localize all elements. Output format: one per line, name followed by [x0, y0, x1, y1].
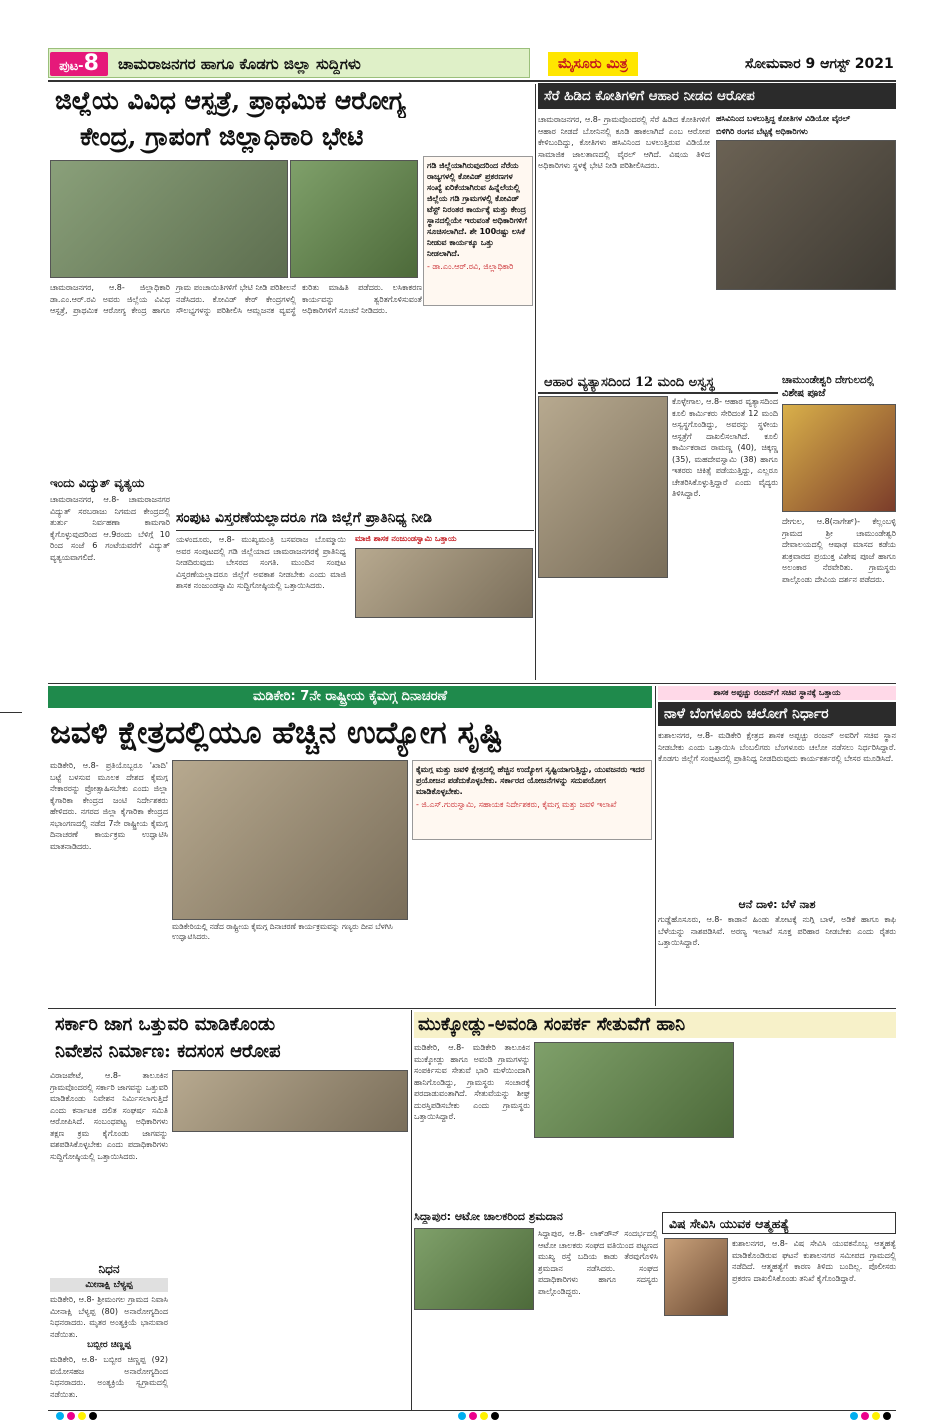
column-rule-3 [411, 1010, 412, 1410]
column-rule-1 [535, 84, 536, 680]
cyan-dot [458, 1412, 466, 1420]
black-dot [491, 1412, 499, 1420]
sick-headline: ಆಹಾರ ವ್ಯತ್ಯಾಸದಿಂದ 12 ಮಂದಿ ಅಸ್ವಸ್ಥ [538, 372, 778, 394]
magenta-dot [469, 1412, 477, 1420]
auto-body: ಸಿದ್ದಾಪುರ, ಆ.8- ಲಾಕ್‌ಡೌನ್ ಸಂದರ್ಭದಲ್ಲಿ ಆಟೋ ಚಾಲಕರು ಸಂಘದ ವತಿಯಿಂದ ಪಟ್ಟಣದ ಮುಖ್ಯ ರಸ್ತೆ ಬದಿಯ ಕಾಡು ತೆರವುಗೊಳಿಸಿ ಶ್ರಮದಾನ ನಡೆಸಿದರು. ಸಂಘದ ಪದಾಧಿಕಾರಿಗಳು ಹಾಗೂ ಸದಸ್ಯರು ಪಾಲ್ಗೊಂಡಿದ್ದರು. [538, 1229, 658, 1296]
handloom-quote-author: - ಜಿ.ಎಸ್.ಗುರುಸ್ವಾಮಿ, ಸಹಾಯಕ ನಿರ್ದೇಶಕರು, ಕೈಮಗ್ಗ ಮತ್ತು ಜವಳಿ ಇಲಾಖೆ [416, 800, 617, 809]
cabinet-photo [355, 548, 533, 618]
magenta-dot [861, 1412, 869, 1420]
dc-quote-text: ಗಡಿ ಜಿಲ್ಲೆಯಾಗಿರುವುದರಿಂದ ನೆರೆಯ ರಾಜ್ಯಗಳಲ್ಲಿ ಕೋವಿಡ್ ಪ್ರಕರಣಗಳ ಸಂಖ್ಯೆ ಏರಿಕೆಯಾಗಿರುವ ಹಿನ್ನೆಲೆಯಲ್ಲಿ ಜಿಲ್ಲೆಯ ಗಡಿ ಗ್ರಾಮಗಳಲ್ಲಿ ಕೋವಿಡ್ ಟೆಸ್ಟ್ ನಿರಂತರ ಕಾರ್ಯಕ್ಕೆ ಮತ್ತು ಕೇಂದ್ರ ಸ್ಥಾನದಲ್ಲಿಯೇ ಇರುವಂತೆ ಅಧಿಕಾರಿಗಳಿಗೆ ಸೂಚಿಸಲಾಗಿದೆ. ಶೇ 100ರಷ್ಟು ಲಸಿಕೆ ನೀಡುವ ಕಾರ್ಯಕ್ಕೂ ಒತ್ತು ನೀಡಲಾಗಿದೆ. [427, 161, 527, 258]
black-dot [89, 1412, 97, 1420]
suicide-body-cont [662, 1320, 896, 1406]
suicide-body: ಕುಶಾಲನಗರ, ಆ.8- ವಿಷ ಸೇವಿಸಿ ಯುವಕನೊಬ್ಬ ಆತ್ಮಹತ್ಯೆ ಮಾಡಿಕೊಂಡಿರುವ ಘಟನೆ ಕುಶಾಲನಗರ ಸಮೀಪದ ಗ್ರಾಮದಲ್ಲಿ ನಡೆದಿದೆ. ಆತ್ಮಹತ್ಯೆಗೆ ಕಾರಣ ತಿಳಿದು ಬಂದಿಲ್ಲ. ಪೊಲೀಸರು ಪ್ರಕರಣ ದಾಖಲಿಸಿಕೊಂಡು ತನಿಖೆ ಕೈಗೊಂಡಿದ್ದಾರೆ. [732, 1239, 896, 1283]
cabinet-body: ಯಳಂದೂರು, ಆ.8- ಮುಖ್ಯಮಂತ್ರಿ ಬಸವರಾಜ ಬೊಮ್ಮಾಯಿ ಅವರ ಸಂಪುಟದಲ್ಲಿ ಗಡಿ ಜಿಲ್ಲೆಯಾದ ಚಾಮರಾಜನಗರಕ್ಕೆ ಪ್ರಾತಿನಿಧ್ಯ ನೀಡದಿರುವುದು ಬೇಸರದ ಸಂಗತಿ. ಮುಂದಿನ ಸಂಪುಟ ವಿಸ್ತರಣೆಯಲ್ಲಾದರೂ ಜಿಲ್ಲೆಗೆ ಅವಕಾಶ ನೀಡಬೇಕು ಎಂದು ಮಾಜಿ ಶಾಸಕ ನಂಜುಂಡಸ್ವಾಮಿ ಸುದ್ದಿಗೋಷ್ಠಿಯಲ್ಲಿ ಒತ್ತಾಯಿಸಿದರು. [176, 535, 346, 590]
section-title: ಚಾಮರಾಜನಗರ ಹಾಗೂ ಕೊಡಗು ಜಿಲ್ಲಾ ಸುದ್ದಿಗಳು [118, 55, 361, 73]
bridge-photo [534, 1042, 734, 1138]
cabinet-body-cont [355, 622, 533, 680]
elephant-body: ಗುಡ್ಡೆಹೊಸೂರು, ಆ.8- ಕಾಡಾನೆ ಹಿಂಡು ತೋಟಕ್ಕೆ ನುಗ್ಗಿ ಬಾಳೆ, ಅಡಿಕೆ ಹಾಗೂ ಕಾಫಿ ಬೆಳೆಯನ್ನು ನಾಶಪಡಿಸಿವೆ. ಅರಣ್ಯ ಇಲಾಖೆ ಸೂಕ್ತ ಪರಿಹಾರ ನೀಡಬೇಕು ಎಂದು ರೈತರು ಒತ್ತಾಯಿಸಿದ್ದಾರೆ. [658, 915, 896, 947]
row-rule-1 [48, 683, 896, 684]
suicide-headline: ವಿಷ ಸೇವಿಸಿ ಯುವಕ ಆತ್ಮಹತ್ಯೆ [662, 1212, 896, 1234]
bottom-rule [48, 1410, 896, 1411]
cabinet-headline: ಸಂಪುಟ ವಿಸ್ತರಣೆಯಲ್ಲಾದರೂ ಗಡಿ ಜಿಲ್ಲೆಗೆ ಪ್ರಾತಿನಿಧ್ಯ ನೀಡಿ [176, 510, 432, 526]
left-margin-tick [0, 712, 22, 713]
page-number: 8 [83, 51, 99, 76]
monkey-bullet-2: ಬಿಳಿಗಿರಿ ರಂಗನ ಬೆಟ್ಟಕ್ಕೆ ಅಧಿಕಾರಿಗಳು [716, 127, 808, 136]
encroachment-headline-line2: ನಿವೇಶನ ನಿರ್ಮಾಣ: ಕದಸಂಸ ಆರೋಪ [55, 1041, 281, 1062]
issue-date: ಸೋಮವಾರ 9 ಆಗಸ್ಟ್ 2021 [745, 56, 894, 72]
monkey-headline: ಸೆರೆ ಹಿಡಿದ ಕೋತಿಗಳಿಗೆ ಆಹಾರ ನೀಡದ ಆರೋಪ [538, 83, 896, 109]
handloom-body-cont [172, 944, 408, 1004]
encroachment-photo [172, 1070, 408, 1132]
column-rule-2 [655, 686, 656, 1006]
obituary-name-2: ಬಬ್ಬೀರ ಚಿಣ್ಣಪ್ಪ [87, 1340, 131, 1350]
youth-portrait-photo [664, 1238, 728, 1316]
main-headline-line2: ಕೇಂದ್ರ, ಗ್ರಾಪಂಗೆ ಜಿಲ್ಲಾಧಿಕಾರಿ ಭೇಟಿ [80, 122, 364, 151]
temple-body: ದೇಗುಲ, ಆ.8(ನಾಗೇಶ್)- ಕೆಲ್ಲಂಬಳ್ಳಿ ಗ್ರಾಮದ ಶ್ರೀ ಚಾಮುಂಡೇಶ್ವರಿ ದೇವಾಲಯದಲ್ಲಿ ಆಷಾಢ ಮಾಸದ ಕಡೆಯ ಶುಕ್ರವಾರದ ಪ್ರಯುಕ್ತ ವಿಶೇಷ ಪೂಜೆ ಹಾಗೂ ಅಲಂಕಾರ ನೆರವೇರಿತು. ಗ್ರಾಮಸ್ಥರು ಪಾಲ್ಗೊಂಡು ದೇವಿಯ ದರ್ಶನ ಪಡೆದರು. [782, 517, 896, 584]
cmyk-marks-left [56, 1412, 97, 1420]
row-rule-2 [48, 1008, 896, 1009]
sick-hospital-photo [538, 396, 668, 578]
page-number-badge [50, 52, 108, 76]
monkey-body: ಚಾಮರಾಜನಗರ, ಆ.8- ಗ್ರಾಮವೊಂದರಲ್ಲಿ ಸೆರೆ ಹಿಡಿದ ಕೋತಿಗಳಿಗೆ ಆಹಾರ ನೀಡದೆ ಬೋನಿನಲ್ಲಿ ಕೂಡಿ ಹಾಕಲಾಗಿದೆ ಎಂಬ ಆರೋಪ ಕೇಳಿಬಂದಿದ್ದು, ಕೋತಿಗಳು ಹಸಿವಿನಿಂದ ಬಳಲುತ್ತಿರುವ ವಿಡಿಯೋ ಸಾಮಾಜಿಕ ಜಾಲತಾಣದಲ್ಲಿ ವೈರಲ್ ಆಗಿದೆ. ವಿಷಯ ತಿಳಿದ ಅಧಿಕಾರಿಗಳು ಸ್ಥಳಕ್ಕೆ ಭೇಟಿ ನೀಡಿ ಪರಿಶೀಲಿಸಿದರು. [538, 115, 710, 170]
main-headline-line1: ಜಿಲ್ಲೆಯ ವಿವಿಧ ಆಸ್ಪತ್ರೆ, ಪ್ರಾಥಮಿಕ ಆರೋಗ್ಯ [55, 86, 406, 115]
power-cut-title: ಇಂದು ವಿದ್ಯುತ್ ವ್ಯತ್ಯಯ [50, 476, 145, 490]
dc-visit-photo-2 [290, 160, 418, 278]
obituary-name-1: ಮೀನಾಕ್ಷಿ ಬೆಳ್ಯಪ್ಪ [50, 1278, 168, 1292]
chalo-headline: ನಾಳೆ ಬೆಂಗಳೂರು ಚಲೋಗೆ ನಿರ್ಧಾರ [658, 702, 896, 726]
obituary-body-2: ಮಡಿಕೇರಿ, ಆ.8- ಬಬ್ಬೀರ ಚಿಣ್ಣಪ್ಪ (92) ವಯೋಸಹಜ ಅನಾರೋಗ್ಯದಿಂದ ನಿಧನರಾದರು. ಅಂತ್ಯಕ್ರಿಯೆ ಸ್ವಗ್ರಾಮದಲ್ಲಿ ನಡೆಯಿತು. [50, 1355, 168, 1399]
encroachment-headline-line1: ಸರ್ಕಾರಿ ಜಾಗ ಒತ್ತುವರಿ ಮಾಡಿಕೊಂಡು [55, 1014, 276, 1035]
bridge-body-cont [534, 1142, 734, 1206]
monkey-body-cont [716, 294, 896, 372]
handloom-quote-box [412, 760, 652, 840]
yellow-dot [872, 1412, 880, 1420]
magenta-dot [67, 1412, 75, 1420]
cyan-dot [56, 1412, 64, 1420]
monkey-cage-photo [716, 140, 896, 290]
bridge-body-cont-2 [738, 1042, 896, 1206]
encroachment-body-cont [172, 1136, 408, 1406]
power-cut-body: ಚಾಮರಾಜನಗರ, ಆ.8- ಚಾಮರಾಜನಗರ ವಿದ್ಯುತ್ ಸರಬರಾಜು ನಿಗಮದ ಕೇಂದ್ರದಲ್ಲಿ ತುರ್ತು ನಿರ್ವಹಣಾ ಕಾಮಗಾರಿ ಕೈಗೊಳ್ಳುವುದರಿಂದ ಆ.9ರಂದು ಬೆಳಿಗ್ಗೆ 10 ರಿಂದ ಸಂಜೆ 6 ಗಂಟೆಯವರೆಗೆ ವಿದ್ಯುತ್ ವ್ಯತ್ಯಯವಾಗಲಿದೆ. [50, 495, 170, 562]
cmyk-marks-center [458, 1412, 499, 1420]
handloom-lamp-photo [172, 760, 408, 920]
yellow-dot [78, 1412, 86, 1420]
handloom-kicker: ಮಡಿಕೇರಿ: 7ನೇ ರಾಷ್ಟ್ರೀಯ ಕೈಮಗ್ಗ ದಿನಾಚರಣೆ [48, 686, 652, 708]
bridge-headline: ಮುಕ್ಕೋಡ್ಲು-ಅವಂಡಿ ಸಂಪರ್ಕ ಸೇತುವೆಗೆ ಹಾನಿ [414, 1012, 896, 1038]
bridge-body: ಮಡಿಕೇರಿ, ಆ.8- ಮಡಿಕೇರಿ ತಾಲೂಕಿನ ಮುಕ್ಕೋಡ್ಲು ಹಾಗೂ ಅವಂಡಿ ಗ್ರಾಮಗಳನ್ನು ಸಂಪರ್ಕಿಸುವ ಸೇತುವೆ ಭಾರಿ ಮಳೆಯಿಂದಾಗಿ ಹಾನಿಗೊಂಡಿದ್ದು, ಗ್ರಾಮಸ್ಥರು ಸಂಚಾರಕ್ಕೆ ಪರದಾಡುವಂತಾಗಿದೆ. ಸೇತುವೆಯನ್ನು ಶೀಘ್ರ ದುರಸ್ತಿಪಡಿಸಬೇಕು ಎಂದು ಗ್ರಾಮಸ್ಥರು ಒತ್ತಾಯಿಸಿದ್ದಾರೆ. [414, 1043, 530, 1121]
handloom-caption: ಮಡಿಕೇರಿಯಲ್ಲಿ ನಡೆದ ರಾಷ್ಟ್ರೀಯ ಕೈಮಗ್ಗ ದಿನಾಚರಣೆ ಕಾರ್ಯಕ್ರಮವನ್ನು ಗಣ್ಯರು ದೀಪ ಬೆಳಗಿಸಿ ಉದ್ಘಾಟಿಸಿದರು. [172, 922, 393, 941]
monkey-bullet-1: ಹಸಿವಿನಿಂದ ಬಳಲುತ್ತಿದ್ದ ಕೋತಿಗಳ ವಿಡಿಯೋ ವೈರಲ್ [716, 114, 851, 123]
handloom-headline: ಜವಳಿ ಕ್ಷೇತ್ರದಲ್ಲಿಯೂ ಹೆಚ್ಚಿನ ಉದ್ಯೋಗ ಸೃಷ್ಟಿ [50, 715, 503, 751]
sick-body-cont [538, 580, 778, 680]
handloom-body: ಮಡಿಕೇರಿ, ಆ.8- ಪ್ರತಿಯೊಬ್ಬರೂ 'ಖಾದಿ' ಬಟ್ಟೆ ಬಳಸುವ ಮೂಲಕ ದೇಶದ ಕೈಮಗ್ಗ ನೇಕಾರರನ್ನು ಪ್ರೋತ್ಸಾಹಿಸಬೇಕು ಎಂದು ಜಿಲ್ಲಾ ಕೈಗಾರಿಕಾ ಕೇಂದ್ರದ ಜಂಟಿ ನಿರ್ದೇಶಕರು ಹೇಳಿದರು. ನಗರದ ಜಿಲ್ಲಾ ಕೈಗಾರಿಕಾ ಕೇಂದ್ರದ ಸಭಾಂಗಣದಲ್ಲಿ ನಡೆದ 7ನೇ ರಾಷ್ಟ್ರೀಯ ಕೈಮಗ್ಗ ದಿನಾಚರಣೆ ಕಾರ್ಯಕ್ರಮ ಉದ್ಘಾಟಿಸಿ ಮಾತನಾಡಿದರು. [50, 761, 168, 851]
dc-visit-photo-1 [50, 160, 288, 278]
auto-headline: ಸಿದ್ದಾಪುರ: ಆಟೋ ಚಾಲಕರಿಂದ ಶ್ರಮದಾನ [414, 1210, 563, 1223]
dc-quote-box [423, 156, 533, 306]
handloom-quote-text: ಕೈಮಗ್ಗ ಮತ್ತು ಜವಳಿ ಕ್ಷೇತ್ರದಲ್ಲಿ ಹೆಚ್ಚಿನ ಉದ್ಯೋಗ ಸೃಷ್ಟಿಯಾಗುತ್ತಿದ್ದು, ಯುವಜನರು ಇದರ ಪ್ರಯೋಜನ ಪಡೆದುಕೊಳ್ಳಬೇಕು. ಸರ್ಕಾರದ ಯೋಜನೆಗಳನ್ನು ಸದುಪಯೋಗ ಮಾಡಿಕೊಳ್ಳಬೇಕು. [416, 765, 645, 796]
cabinet-rule [176, 530, 534, 531]
cyan-dot [850, 1412, 858, 1420]
main-story-body: ಚಾಮರಾಜನಗರ, ಆ.8- ಜಿಲ್ಲಾಧಿಕಾರಿ ಡಾ.ಎಂ.ಆರ್.ರವಿ ಅವರು ಜಿಲ್ಲೆಯ ವಿವಿಧ ಆಸ್ಪತ್ರೆ, ಪ್ರಾಥಮಿಕ ಆರೋಗ್ಯ ಕೇಂದ್ರ ಹಾಗೂ ಗ್ರಾಮ ಪಂಚಾಯಿತಿಗಳಿಗೆ ಭೇಟಿ ನೀಡಿ ಪರಿಶೀಲನೆ ನಡೆಸಿದರು. ಕೋವಿಡ್ ಕೇರ್ ಕೇಂದ್ರಗಳಲ್ಲಿ ಸೌಲಭ್ಯಗಳನ್ನು ಪರಿಶೀಲಿಸಿ ಆಮ್ಲಜನಕ ವ್ಯವಸ್ಥೆ ಕುರಿತು ಮಾಹಿತಿ ಪಡೆದರು. ಲಸಿಕಾಕರಣ ಕಾರ್ಯವನ್ನು ತ್ವರಿತಗೊಳಿಸುವಂತೆ ಅಧಿಕಾರಿಗಳಿಗೆ ಸೂಚನೆ ನೀಡಿದರು. [50, 283, 422, 315]
temple-photo [782, 404, 896, 512]
sick-body: ಕೊಳ್ಳೇಗಾಲ, ಆ.8- ಆಹಾರ ವ್ಯತ್ಯಾಸದಿಂದ ಕೂಲಿ ಕಾರ್ಮಿಕರು ಸೇರಿದಂತೆ 12 ಮಂದಿ ಅಸ್ವಸ್ಥಗೊಂಡಿದ್ದು, ಅವರನ್ನು ಸ್ಥಳೀಯ ಆಸ್ಪತ್ರೆಗೆ ದಾಖಲಿಸಲಾಗಿದೆ. ಕೂಲಿ ಕಾರ್ಮಿಕರಾದ ರಾಮಣ್ಣ (40), ಚಿಕ್ಕಣ್ಣ (35), ಮಹದೇವಸ್ವಾಮಿ (38) ಹಾಗೂ ಇತರರು ಚಿಕಿತ್ಸೆ ಪಡೆಯುತ್ತಿದ್ದು, ಎಲ್ಲರೂ ಚೇತರಿಸಿಕೊಳ್ಳುತ್ತಿದ್ದಾರೆ ಎಂದು ವೈದ್ಯರು ತಿಳಿಸಿದ್ದಾರೆ. [672, 397, 778, 498]
elephant-headline: ಆನೆ ದಾಳಿ: ಬೆಳೆ ನಾಶ [738, 898, 816, 911]
page-label: ಪುಟ- [59, 59, 84, 74]
newspaper-brand: ಮೈಸೂರು ಮಿತ್ರ [548, 52, 638, 76]
temple-headline: ಚಾಮುಂಡೇಶ್ವರಿ ದೇಗುಲದಲ್ಲಿ ವಿಶೇಷ ಪೂಜೆ [782, 375, 874, 399]
auto-photo [414, 1228, 534, 1310]
encroachment-body: ವಿರಾಜಪೇಟೆ, ಆ.8- ತಾಲೂಕಿನ ಗ್ರಾಮವೊಂದರಲ್ಲಿ ಸರ್ಕಾರಿ ಜಾಗವನ್ನು ಒತ್ತುವರಿ ಮಾಡಿಕೊಂಡು ನಿವೇಶನ ನಿರ್ಮಿಸಲಾಗುತ್ತಿದೆ ಎಂದು ಕರ್ನಾಟಕ ದಲಿತ ಸಂಘರ್ಷ ಸಮಿತಿ ಆರೋಪಿಸಿದೆ. ಸಂಬಂಧಪಟ್ಟ ಅಧಿಕಾರಿಗಳು ತಕ್ಷಣ ಕ್ರಮ ಕೈಗೊಂಡು ಜಾಗವನ್ನು ವಶಪಡಿಸಿಕೊಳ್ಳಬೇಕು ಎಂದು ಪದಾಧಿಕಾರಿಗಳು ಸುದ್ದಿಗೋಷ್ಠಿಯಲ್ಲಿ ಒತ್ತಾಯಿಸಿದರು. [50, 1071, 168, 1161]
chalo-kicker: ಶಾಸಕ ಅಪ್ಪಚ್ಚು ರಂಜನ್‌ಗೆ ಸಚಿವ ಸ್ಥಾನಕ್ಕೆ ಒತ್ತಾಯ [658, 686, 896, 700]
cabinet-byline: ಮಾಜಿ ಶಾಸಕ ನಂಜುಂಡಸ್ವಾಮಿ ಒತ್ತಾಯ [355, 534, 457, 543]
cmyk-marks-right [850, 1412, 891, 1420]
chalo-body: ಕುಶಾಲನಗರ, ಆ.8- ಮಡಿಕೇರಿ ಕ್ಷೇತ್ರದ ಶಾಸಕ ಅಪ್ಪಚ್ಚು ರಂಜನ್ ಅವರಿಗೆ ಸಚಿವ ಸ್ಥಾನ ನೀಡಬೇಕು ಎಂದು ಒತ್ತಾಯಿಸಿ ಬೆಂಬಲಿಗರು ಬೆಂಗಳೂರು ಚಲೋ ನಡೆಸಲು ನಿರ್ಧರಿಸಿದ್ದಾರೆ. ಕೊಡಗು ಜಿಲ್ಲೆಗೆ ಸಂಪುಟದಲ್ಲಿ ಪ್ರಾತಿನಿಧ್ಯ ನೀಡದಿರುವುದು ಕಾರ್ಯಕರ್ತರಲ್ಲಿ ಬೇಸರ ಮೂಡಿಸಿದೆ. [658, 731, 896, 763]
obituary-title: ನಿಧನ [98, 1262, 120, 1276]
header-rule [48, 80, 896, 82]
yellow-dot [480, 1412, 488, 1420]
handloom-body-cont-2 [412, 844, 652, 1004]
black-dot [883, 1412, 891, 1420]
obituary-body-1: ಮಡಿಕೇರಿ, ಆ.8- ಶ್ರೀಮಂಗಲ ಗ್ರಾಮದ ನಿವಾಸಿ ಮೀನಾಕ್ಷಿ ಬೆಳ್ಯಪ್ಪ (80) ಅನಾರೋಗ್ಯದಿಂದ ನಿಧನರಾದರು. ಮೃತರ ಅಂತ್ಯಕ್ರಿಯೆ ಭಾನುವಾರ ನಡೆಯಿತು. [50, 1295, 168, 1338]
auto-body-cont [414, 1314, 658, 1406]
dc-quote-author: - ಡಾ.ಎಂ.ಆರ್.ರವಿ, ಜಿಲ್ಲಾಧಿಕಾರಿ [427, 262, 514, 271]
